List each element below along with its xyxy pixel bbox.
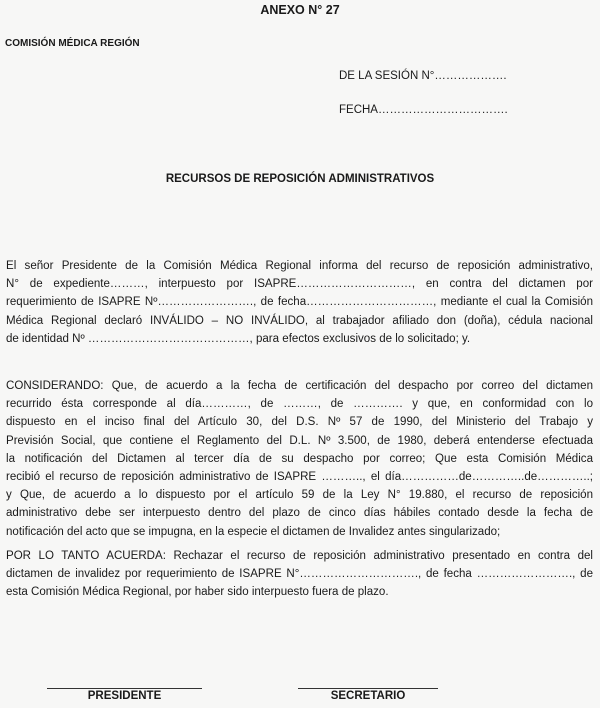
paragraph-line: de identidad Nº ……………………………………, para efectos exclusivos de lo solicitado; y. [6, 332, 471, 345]
paragraph-line: POR LO TANTO ACUERDA: Rechazar el recurso de reposición administrativo presentado en contra del [6, 550, 593, 562]
paragraph-line: N° de expediente………, interpuesto por ISAPRE…………………………, en contra del dictamen por [6, 278, 593, 291]
considering-paragraph [6, 377, 593, 541]
document-title: RECURSOS DE REPOSICIÓN ADMINISTRATIVOS [165, 173, 435, 185]
intro-paragraph [6, 257, 593, 348]
paragraph-line: notificación del acto que se impugna, en la especie el dictamen de Invalidez antes singularizado; [6, 525, 501, 538]
paragraph-line: Previsión Social, que contiene el Reglamento del D.L. Nº 3.500, de 1980, deberá entenderse efectuada [6, 434, 593, 447]
secretary-label: SECRETARIO [330, 690, 406, 702]
secretary-signature-line [298, 688, 438, 689]
agreement-paragraph [6, 547, 593, 602]
commission-region-label: COMISIÓN MÉDICA REGIÓN [5, 38, 140, 49]
date-field: FECHA……………………………. [339, 104, 508, 116]
paragraph-line: dispuesto en el inciso final del Artículo 30, del D.S. Nº 57 de 1990, del Ministerio del Trabajo y [6, 416, 593, 429]
paragraph-line: dictamen de invalidez por requerimiento de ISAPRE N°…………………………., de fecha ……………………., de [6, 568, 593, 581]
paragraph-line: la notificación del Dictamen al tercer día de su despacho por correo; Que esta Comisión Médica [6, 452, 593, 465]
paragraph-line: recibió el recurso de reposición administrativo de ISAPRE ……….., el día……………de…………..de…………..; [6, 471, 593, 484]
paragraph-line: y Que, de acuerdo a lo dispuesto por el artículo 59 de la Ley N° 19.880, el recurso de reposición [6, 489, 593, 502]
paragraph-line: requerimiento de ISAPRE Nº……………………., de fecha……………………………, mediante el cual la Comisión [6, 296, 593, 309]
paragraph-line: Médica Regional declaró INVÁLIDO – NO INVÁLIDO, al trabajador afiliado don (doña), cédula nacional [6, 314, 593, 327]
paragraph-line: administrativo debe ser interpuesto dentro del plazo de cinco días hábiles contado desde la fecha de [6, 507, 593, 520]
paragraph-line: El señor Presidente de la Comisión Médica Regional informa del recurso de reposición administrativo, [6, 260, 593, 272]
session-number-field: DE LA SESIÓN N°………………. [339, 70, 507, 82]
president-signature-line [47, 688, 202, 689]
paragraph-line: esta Comisión Médica Regional, por haber sido interpuesto fuera de plazo. [6, 586, 389, 599]
paragraph-line: recurrido ésta corresponde al día…………, de ………, de …………. y que, en conformidad con lo [6, 398, 593, 411]
president-label: PRESIDENTE [87, 690, 162, 702]
paragraph-line: CONSIDERANDO: Que, de acuerdo a la fecha de certificación del despacho por correo del dictamen [6, 380, 593, 392]
annex-title: ANEXO N° 27 [260, 3, 340, 17]
